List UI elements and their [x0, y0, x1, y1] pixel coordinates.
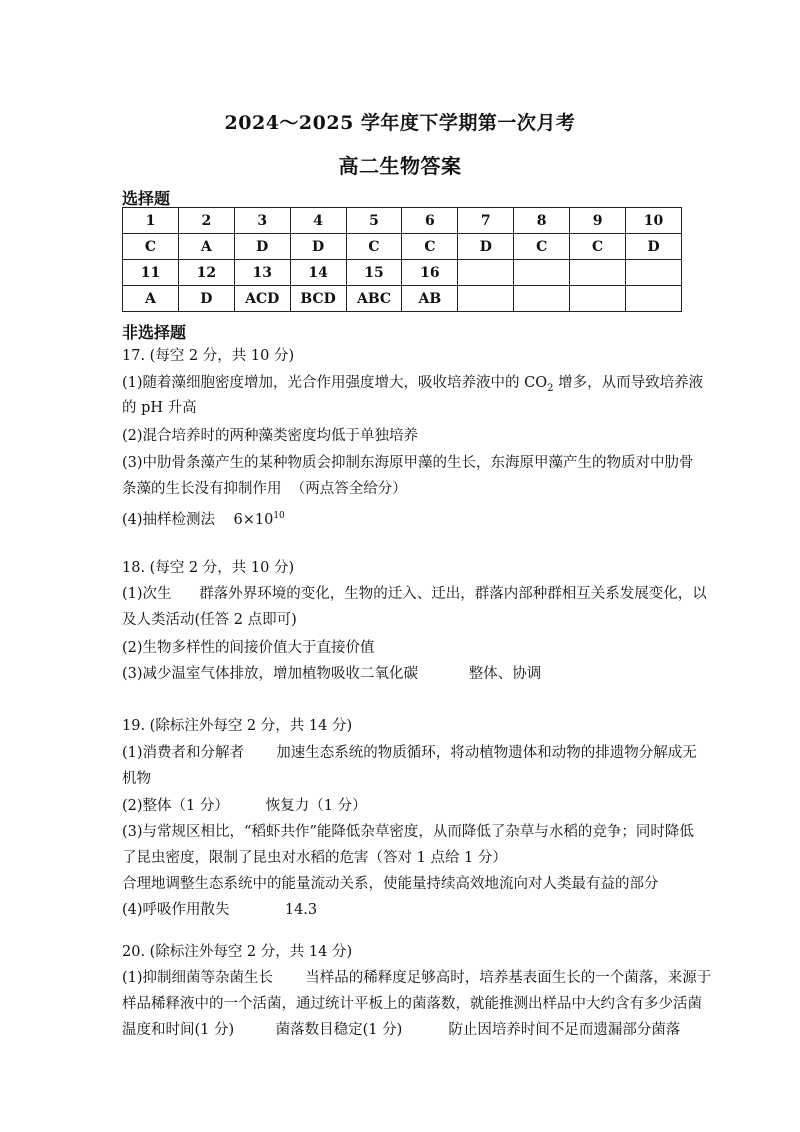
q18-answer-1: (1)次生 群落外界环境的变化，生物的迁入、迁出，群落内部种群相互关系发展变化，以 — [122, 586, 707, 602]
answer-cell: ACD — [234, 286, 290, 312]
nonchoice-section-label: 非选择题 — [122, 323, 187, 342]
empty-cell — [626, 260, 682, 286]
choice-answer-table — [122, 207, 682, 312]
q17-answer-1 — [122, 373, 703, 399]
q18-header: 18. (每空 2 分，共 10 分) — [122, 560, 295, 576]
q17-header: 17. (每空 2 分，共 10 分) — [122, 348, 295, 364]
q20-header: 20. (除标注外每空 2 分，共 14 分) — [122, 944, 353, 960]
q17-answer-1-cont: 的 pH 升高 — [122, 400, 197, 416]
answer-cell: AB — [402, 286, 458, 312]
q20-answer-1-cont: 样品稀释液中的一个活菌，通过统计平板上的菌落数，就能推测出样品中大约含有多少活菌 — [122, 996, 702, 1012]
answer-cell: D — [458, 234, 514, 260]
empty-cell — [514, 260, 570, 286]
empty-cell — [626, 286, 682, 312]
choice-section-label: 选择题 — [122, 189, 171, 208]
question-number-cell: 3 — [234, 208, 290, 234]
q19-header: 19. (除标注外每空 2 分，共 14 分) — [122, 718, 353, 734]
q17-answer-3-cont: 条藻的生长没有抑制作用 （两点答全给分） — [122, 481, 407, 497]
q19-answer-3: (3)与常规区相比，“稻虾共作”能降低杂草密度，从而降低了杂草与水稻的竞争；同时降低 — [122, 824, 694, 840]
q17-answer-4-text: (4)抽样检测法 6×10 — [122, 511, 274, 528]
question-number-cell: 10 — [626, 208, 682, 234]
q19-answer-1: (1)消费者和分解者 加速生态系统的物质循环，将动植物遗体和动物的排遗物分解成无 — [122, 745, 697, 761]
table-row — [123, 260, 682, 286]
q19-answer-2: (2)整体（1 分） 恢复力（1 分） — [122, 798, 367, 814]
q18-answer-3: (3)减少温室气体排放，增加植物吸收二氧化碳 整体、协调 — [122, 666, 542, 682]
q20-answer-1: (1)抑制细菌等杂菌生长 当样品的稀释度足够高时，培养基表面生长的一个菌落，来源于 — [122, 970, 712, 986]
question-number-cell: 4 — [290, 208, 346, 234]
answer-cell: ABC — [346, 286, 402, 312]
question-number-cell: 6 — [402, 208, 458, 234]
question-number-cell: 2 — [178, 208, 234, 234]
question-number-cell: 16 — [402, 260, 458, 286]
answer-cell: D — [626, 234, 682, 260]
answer-cell: C — [570, 234, 626, 260]
co2-subscript: 2 — [547, 382, 554, 394]
question-number-cell: 11 — [123, 260, 179, 286]
answer-cell: C — [346, 234, 402, 260]
q19-answer-3-cont: 了昆虫密度，限制了昆虫对水稻的危害（答对 1 点给 1 分） — [122, 850, 507, 866]
exam-title: 2024～2025 学年度下学期第一次月考 — [224, 112, 576, 134]
q19-answer-1-cont: 机物 — [122, 771, 151, 787]
answer-cell: D — [234, 234, 290, 260]
q20-answer-1-cont2: 温度和时间(1 分) 菌落数目稳定(1 分) 防止因培养时间不足而遗漏部分菌落 — [122, 1022, 681, 1038]
question-number-cell: 15 — [346, 260, 402, 286]
answer-cell: D — [178, 286, 234, 312]
q18-answer-1-cont: 及人类活动(任答 2 点即可) — [122, 612, 297, 628]
answer-cell: BCD — [290, 286, 346, 312]
question-number-cell: 9 — [570, 208, 626, 234]
answer-cell: A — [178, 234, 234, 260]
question-number-cell: 14 — [290, 260, 346, 286]
q18-answer-2: (2)生物多样性的间接价值大于直接价值 — [122, 640, 375, 656]
answer-cell: A — [123, 286, 179, 312]
table-row — [123, 208, 682, 234]
question-number-cell: 12 — [178, 260, 234, 286]
table-row — [123, 234, 682, 260]
q17-answer-4 — [122, 506, 285, 530]
q17-answer-3: (3)中肋骨条藻产生的某种物质会抑制东海原甲藻的生长，东海原甲藻产生的物质对中肋骨 — [122, 455, 694, 471]
question-number-cell: 13 — [234, 260, 290, 286]
q17-answer-1-text-end: 增多，从而导致培养液 — [553, 375, 704, 391]
empty-cell — [570, 260, 626, 286]
question-number-cell: 7 — [458, 208, 514, 234]
exam-subtitle: 高二生物答案 — [338, 154, 462, 178]
empty-cell — [570, 286, 626, 312]
q17-answer-2: (2)混合培养时的两种藻类密度均低于单独培养 — [122, 428, 419, 444]
answer-cell: C — [514, 234, 570, 260]
exponent-superscript: 10 — [273, 511, 285, 521]
q17-answer-1-text: (1)随着藻细胞密度增加，光合作用强度增大，吸收培养液中的 CO — [122, 375, 548, 391]
table-row — [123, 286, 682, 312]
empty-cell — [458, 260, 514, 286]
answer-cell: C — [402, 234, 458, 260]
q19-answer-4: (4)呼吸作用散失 14.3 — [122, 902, 318, 918]
answer-cell: D — [290, 234, 346, 260]
question-number-cell: 1 — [123, 208, 179, 234]
question-number-cell: 5 — [346, 208, 402, 234]
question-number-cell: 8 — [514, 208, 570, 234]
empty-cell — [458, 286, 514, 312]
q19-answer-3-note: 合理地调整生态系统中的能量流动关系，使能量持续高效地流向对人类最有益的部分 — [122, 876, 659, 892]
empty-cell — [514, 286, 570, 312]
answer-cell: C — [123, 234, 179, 260]
